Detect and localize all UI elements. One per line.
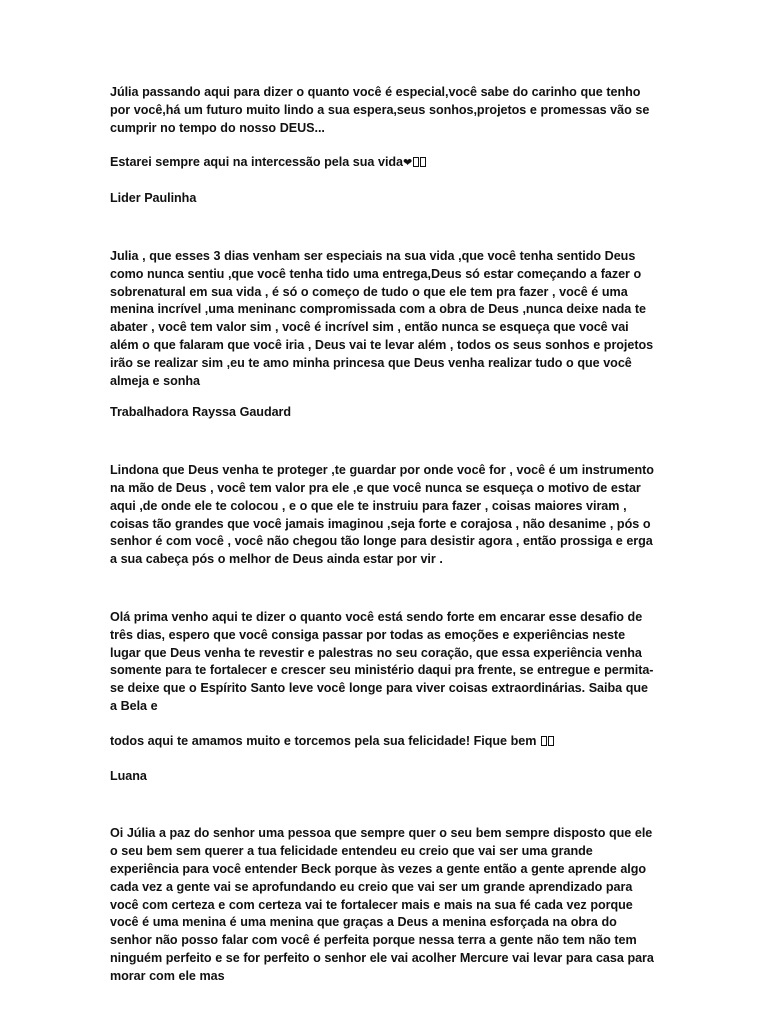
box-glyph-icon	[548, 736, 554, 746]
message-paragraph: Oi Júlia a paz do senhor uma pessoa que sempre quer o seu bem sempre disposto que ele o seu bem sem querer a tua felicidade entendeu eu creio que vai ser uma grande experiência para você entender Beck porque às vezes a gente então a gente aprende algo cada vez a gente vai se aprofundando eu creio que vai ser um grande aprendizado para você com certeza e com certeza vai te fortalecer mais e mais na sua fé cada vez porque você é uma menina é uma menina que graças a Deus a menina esforçada na obra do senhor não posso falar com você é perfeita porque nessa terra a gente não tem não tem ninguém perfeito e se for perfeito o senhor ele vai acolher Mercure vai levar para casa para morar com ele mas	[110, 826, 654, 983]
signature-name: Trabalhadora Rayssa Gaudard	[110, 405, 292, 420]
message-paragraph: Julia , que esses 3 dias venham ser especiais na sua vida ,que você tenha sentido Deus como nunca sentiu ,que você tenha tido uma entrega,Deus só estar começando a fazer o sobrenatural em sua vida , é só o começo de tudo o que ele tem pra fazer , você é uma menina incrível ,uma meninanc compromissada com a obra de Deus ,nunca deixe nada te abater , você tem valor sim , você é incrível sim , então nunca se esqueça que você vai além o que falaram que você iria , Deus vai te levar além , todos os seus sonhos e projetos irão se realizar sim ,eu te amo minha princesa que Deus venha realizar tudo o que você almeja e sonha	[110, 248, 654, 388]
heart-icon: ❤	[403, 157, 413, 170]
message-text: Estarei sempre aqui na intercessão pela sua vida	[110, 155, 403, 170]
box-glyph-icon	[413, 157, 419, 167]
box-glyph-icon	[541, 736, 547, 746]
signature-name: Luana	[110, 768, 147, 783]
message-text: todos aqui te amamos muito e torcemos pela sua felicidade! Fique bem	[110, 733, 537, 748]
box-glyph-icon	[420, 157, 426, 167]
message-paragraph: Olá prima venho aqui te dizer o quanto você está sendo forte em encarar esse desafio de três dias, espero que você consiga passar por todas as emoções e experiências neste lugar que Deus venha te revestir e palestras no seu coração, que essa experiência venha somente para te fortalecer e crescer seu ministério daqui pra frente, se entregue e permita-se deixe que o Espírito Santo leve você longe para viver coisas extraordinárias. Saiba que a Bela e	[110, 609, 654, 713]
message-paragraph	[110, 154, 658, 173]
message-paragraph: Júlia passando aqui para dizer o quanto você é especial,você sabe do carinho que tenho por você,há um futuro muito lindo a sua espera,seus sonhos,projetos e promessas vão se cumprir no tempo do nosso DEUS...	[110, 85, 650, 135]
signature-name: Lider Paulinha	[110, 191, 197, 206]
message-paragraph	[110, 733, 658, 751]
message-paragraph: Lindona que Deus venha te proteger ,te guardar por onde você for , você é um instrumento na mão de Deus , você tem valor pra ele ,e que você nunca se esqueça o motivo de estar aqui ,de onde ele te colocou , e o que ele te instruiu para fazer , coisas maiores viram , coisas tão grandes que você jamais imaginou ,seja forte e corajosa , não desanime , pós o senhor é com você , você não chegou tão longe para desistir agora , então prossiga e erga a sua cabeça pós o melhor de Deus ainda estar por vir .	[110, 463, 654, 567]
